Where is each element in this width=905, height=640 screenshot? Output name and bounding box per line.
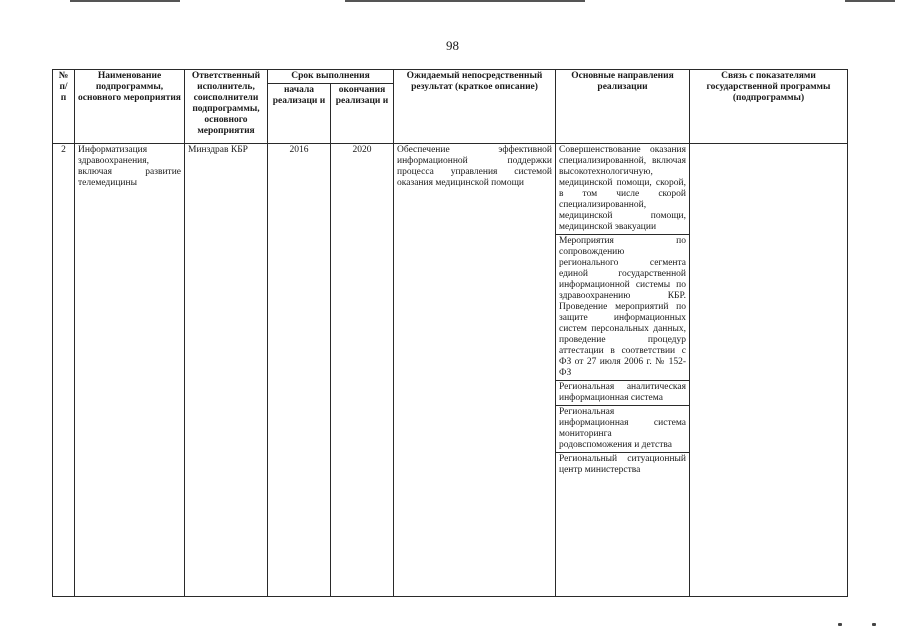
- header-term-end: окончания реализаци и: [331, 84, 394, 144]
- scan-artifact-line: [345, 0, 585, 2]
- header-result: Ожидаемый непосредственный результат (краткое описание): [394, 70, 556, 144]
- row-name: Информатизация здравоохранения, включая развитие телемедицины: [75, 144, 185, 597]
- scan-artifact-dot: [838, 623, 842, 626]
- scan-artifact-dot: [872, 623, 876, 626]
- table-row: [53, 144, 848, 597]
- direction-item: Региональная аналитическая информационная система: [556, 381, 689, 406]
- header-name: Наименование подпрограммы, основного мероприятия: [75, 70, 185, 144]
- row-link: [690, 144, 848, 597]
- header-link: Связь с показателями государственной программы (подпрограммы): [690, 70, 848, 144]
- direction-item: Мероприятия по сопровождению регионального сегмента единой государственной информационной системы по здравоохранению КБР. Проведение мероприятий по защите информационных систем персональных данных, проведение процедур аттестации в соответствии с ФЗ от 27 июля 2006 г. № 152-ФЗ: [556, 235, 689, 381]
- page-number: 98: [446, 38, 459, 53]
- header-num: № п/ п: [53, 70, 75, 144]
- header-executor: Ответственный исполнитель, соисполнители подпрограммы, основного мероприятия: [185, 70, 268, 144]
- row-end: 2020: [331, 144, 394, 597]
- row-directions: [556, 144, 690, 597]
- header-term: Срок выполнения: [268, 70, 394, 84]
- direction-item: Региональный ситуационный центр министерства: [559, 454, 686, 475]
- row-executor: Минздрав КБР: [185, 144, 268, 597]
- program-table: [52, 69, 848, 597]
- scan-artifact-line: [70, 0, 180, 2]
- scan-artifact-line: [845, 0, 895, 2]
- row-result: Обеспечение эффективной информационной поддержки процесса управления системой оказания медицинской помощи: [394, 144, 556, 597]
- direction-item: Региональная информационная система мониторинга родовспоможения и детства: [556, 406, 689, 453]
- header-directions: Основные направления реализации: [556, 70, 690, 144]
- row-num: 2: [53, 144, 75, 597]
- direction-item: Совершенствование оказания специализированной, включая высокотехнологичную, медицинской помощи, скорой, в том числе скорой специализированной, медицинской помощи, медицинской эвакуации: [556, 144, 689, 235]
- header-term-start: начала реализаци и: [268, 84, 331, 144]
- row-start: 2016: [268, 144, 331, 597]
